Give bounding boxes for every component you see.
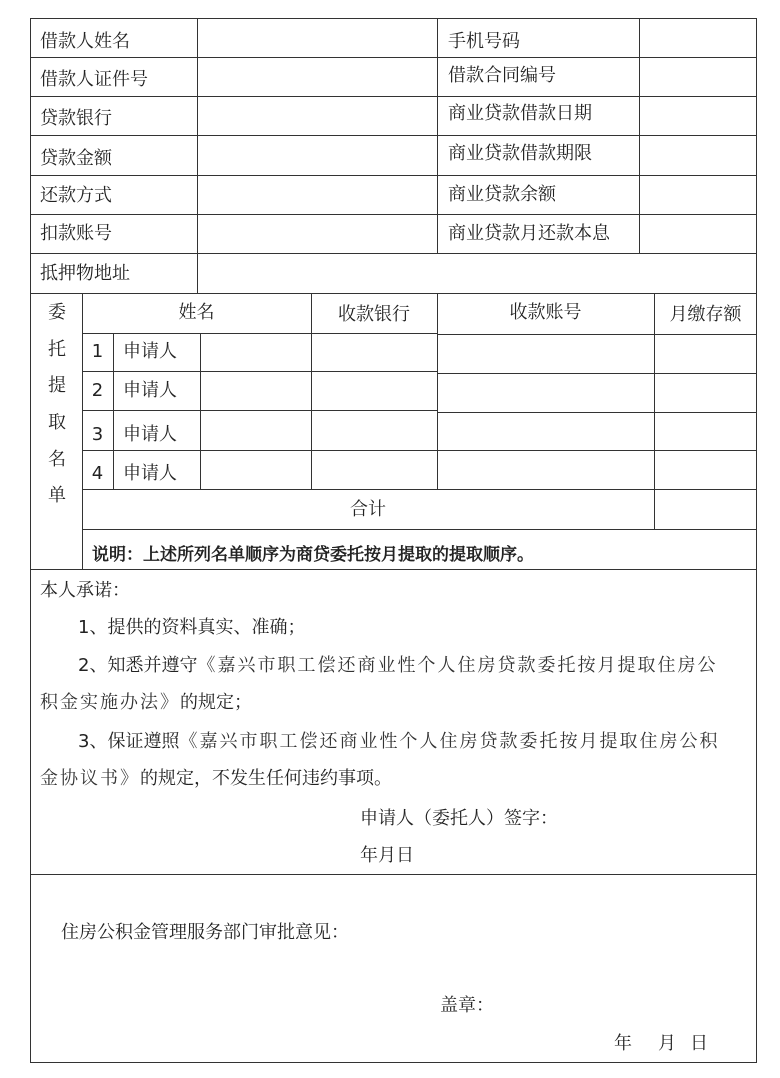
label-loan-balance: 商业贷款余额 (448, 184, 556, 205)
commitment-item-1: 1、提供的资料真实、准确； (78, 617, 306, 638)
approval-year: 年 (614, 1033, 632, 1054)
header-monthly: 月缴存额 (669, 304, 742, 325)
collateral-address-field[interactable] (199, 254, 756, 292)
total-label: 合计 (350, 499, 386, 520)
col-divider (113, 333, 114, 489)
section-divider (30, 569, 757, 570)
loan-term-field[interactable] (641, 136, 756, 174)
loan-amount-field[interactable] (199, 136, 436, 174)
label-loan-bank: 贷款银行 (40, 108, 112, 129)
row-number: 1 (91, 341, 104, 362)
applicant-name-field[interactable] (201, 411, 310, 449)
side-label-char: 单 (48, 485, 66, 506)
approval-day: 日 (690, 1033, 708, 1054)
order-note: 说明：上述所列名单顺序为商贷委托按月提取的提取顺序。 (92, 545, 534, 565)
receiving-account-field[interactable] (438, 374, 653, 411)
commitment-item-2-cont (40, 692, 252, 714)
loan-balance-field[interactable] (641, 176, 756, 213)
label-phone: 手机号码 (448, 31, 520, 52)
label-monthly-payment: 商业贷款月还款本息 (448, 223, 610, 244)
commitment-item-3-cont (40, 768, 392, 790)
commitment-date: 年月日 (360, 845, 414, 866)
commitment-item-2 (78, 655, 717, 677)
regulation-title-end: 积金实施办法》 (40, 692, 180, 713)
applicant-name-field[interactable] (201, 334, 310, 370)
receiving-bank-field[interactable] (312, 411, 436, 449)
side-label-char: 委 (48, 302, 66, 323)
label-collateral-address: 抵押物地址 (40, 263, 130, 284)
header-name: 姓名 (178, 302, 215, 323)
debit-account-field[interactable] (199, 215, 436, 252)
row-number: 4 (91, 463, 104, 484)
agreement-title-end: 金协议书》 (40, 768, 140, 789)
label-borrower-name: 借款人姓名 (40, 31, 130, 52)
col-divider (437, 18, 438, 253)
side-label-char: 名 (48, 449, 66, 470)
monthly-deposit-field[interactable] (655, 413, 756, 449)
phone-field[interactable] (641, 19, 756, 56)
header-bank: 收款银行 (338, 304, 410, 325)
commitment-item-3 (78, 731, 719, 753)
row-role: 申请人 (123, 463, 177, 484)
monthly-payment-field[interactable] (641, 215, 756, 252)
contract-no-field[interactable] (641, 58, 756, 95)
row-role: 申请人 (123, 424, 177, 445)
monthly-deposit-field[interactable] (655, 451, 756, 488)
total-amount-field[interactable] (655, 490, 756, 528)
seal-label: 盖章： (440, 995, 494, 1016)
label-loan-term: 商业贷款借款期限 (448, 143, 592, 164)
row-role: 申请人 (123, 380, 177, 401)
side-label-char: 托 (48, 339, 66, 360)
receiving-account-field[interactable] (438, 451, 653, 488)
col-divider (639, 18, 640, 253)
row-divider (30, 293, 757, 294)
borrower-id-field[interactable] (199, 58, 436, 95)
side-label-char: 取 (48, 412, 66, 433)
row-divider (82, 529, 757, 530)
side-label-char: 提 (48, 375, 66, 396)
monthly-deposit-field[interactable] (655, 335, 756, 372)
receiving-bank-field[interactable] (312, 334, 436, 370)
row-number: 2 (91, 380, 104, 401)
receiving-bank-field[interactable] (312, 451, 436, 488)
commitment-item-3-suffix: 的规定，不发生任何违约事项。 (140, 768, 392, 789)
label-repay-method: 还款方式 (40, 185, 112, 206)
label-loan-amount: 贷款金额 (40, 148, 112, 169)
applicant-signature-field[interactable] (575, 804, 745, 834)
loan-bank-field[interactable] (199, 97, 436, 134)
monthly-deposit-field[interactable] (655, 374, 756, 411)
label-debit-account: 扣款账号 (40, 223, 112, 244)
label-loan-date: 商业贷款借款日期 (448, 103, 592, 124)
header-account: 收款账号 (509, 302, 582, 323)
approval-month: 月 (658, 1033, 676, 1054)
repay-method-field[interactable] (199, 176, 436, 213)
commitment-item-3-prefix: 3、保证遵照 (78, 731, 180, 752)
applicant-signature-label: 申请人（委托人）签字： (360, 808, 558, 829)
borrower-name-field[interactable] (199, 19, 436, 56)
regulation-title: 《嘉兴市职工偿还商业性个人住房贷款委托按月提取住房公 (197, 655, 718, 676)
receiving-account-field[interactable] (438, 413, 653, 449)
label-borrower-id: 借款人证件号 (40, 69, 148, 90)
applicant-name-field[interactable] (201, 372, 310, 409)
section-divider (30, 874, 757, 875)
approval-opinion-field[interactable] (61, 950, 731, 990)
approval-label: 住房公积金管理服务部门审批意见： (61, 922, 349, 943)
loan-date-field[interactable] (641, 97, 756, 134)
agreement-title: 《嘉兴市职工偿还商业性个人住房贷款委托按月提取住房公积 (179, 731, 720, 752)
label-contract-no: 借款合同编号 (448, 65, 556, 86)
commitment-item-2-prefix: 2、知悉并遵守 (78, 655, 198, 676)
row-role: 申请人 (123, 341, 177, 362)
applicant-name-field[interactable] (201, 451, 310, 488)
receiving-account-field[interactable] (438, 335, 653, 372)
commitment-title: 本人承诺： (40, 580, 130, 601)
col-divider (197, 18, 198, 293)
row-number: 3 (91, 424, 104, 445)
receiving-bank-field[interactable] (312, 372, 436, 409)
commitment-item-2-suffix: 的规定； (180, 692, 252, 713)
